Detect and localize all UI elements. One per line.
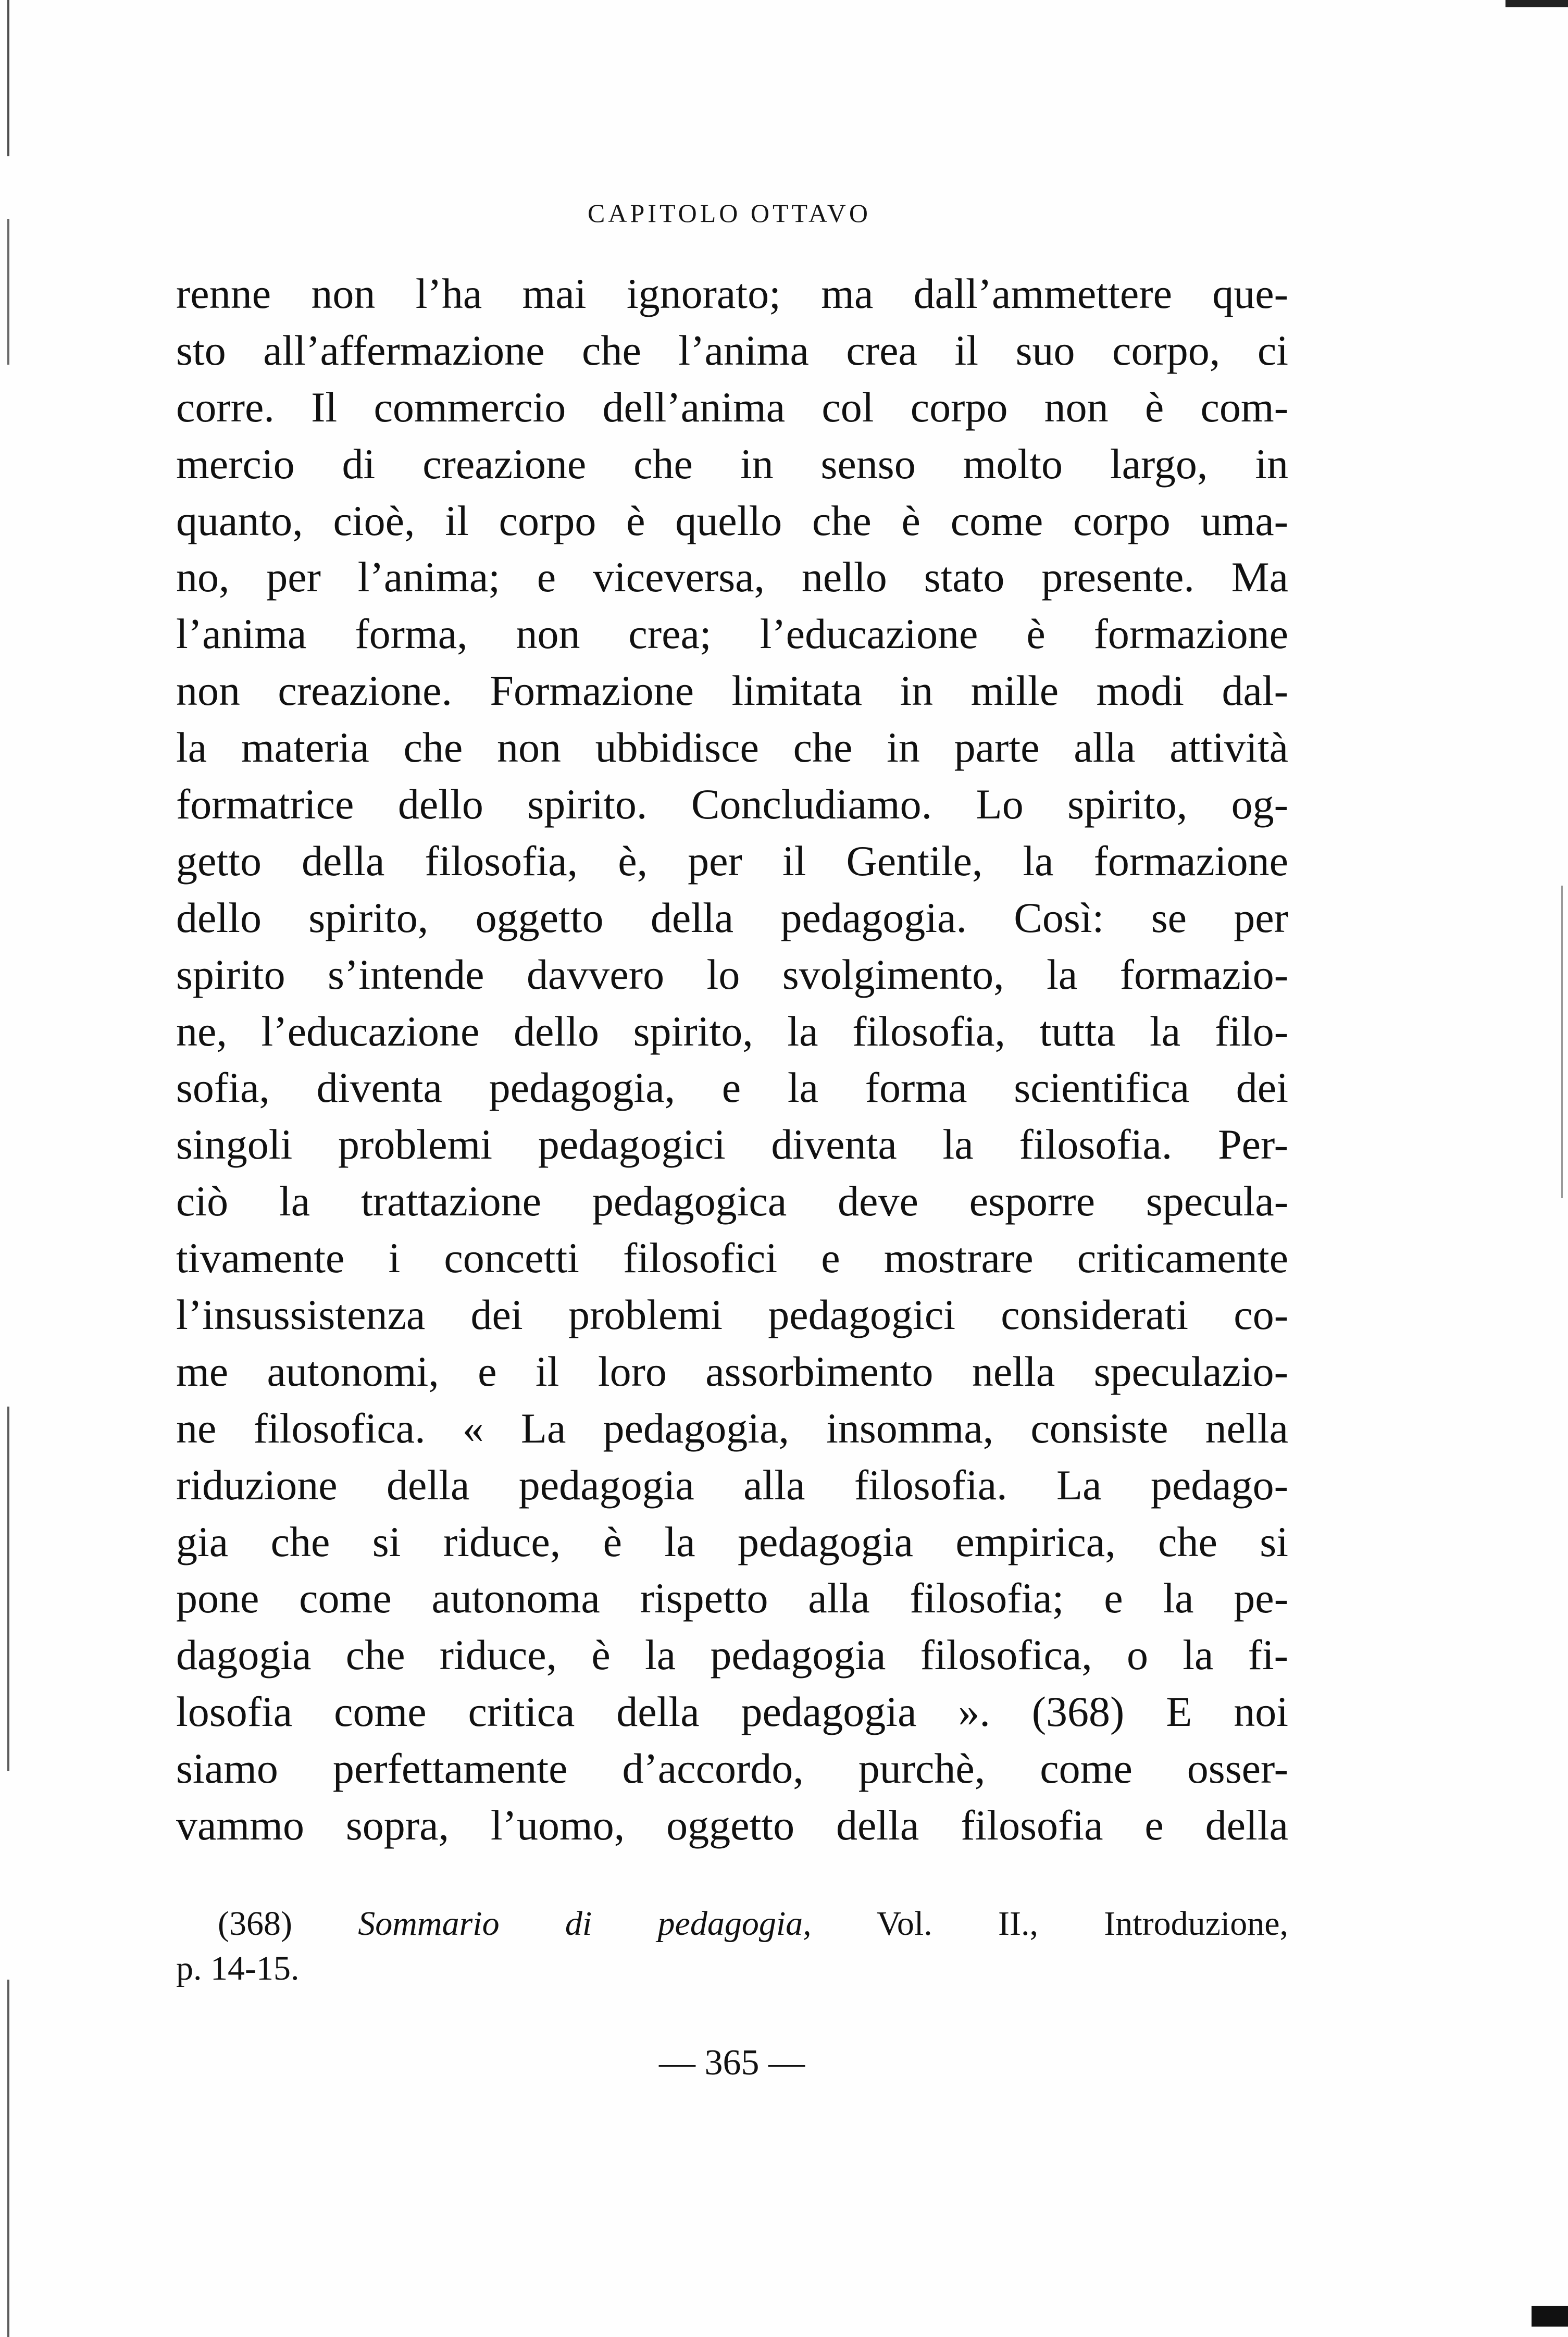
text-line: non creazione. Formazione limitata in mille modi dal- [176,667,1288,715]
text-line: ne, l’educazione dello spirito, la filosofia, tutta la filo- [176,1007,1288,1055]
text-line: l’insussistenza dei problemi pedagogici considerati co- [176,1291,1288,1339]
text-line: gia che si riduce, è la pedagogia empirica, che si [176,1518,1288,1565]
text-line: tivamente i concetti filosofici e mostrare criticamente [176,1234,1288,1282]
text-line: siamo perfettamente d’accordo, purchè, come osser- [176,1745,1288,1793]
text-line: sto all’affermazione che l’anima crea il suo corpo, ci [176,326,1288,374]
scan-corner-mark [1532,2306,1568,2327]
text-line: formatrice dello spirito. Concludiamo. Lo spirito, og- [176,780,1288,828]
text-line: mercio di creazione che in senso molto largo, in [176,440,1288,488]
text-line: sofia, diventa pedagogia, e la forma scientifica dei [176,1064,1288,1112]
footnote-line [176,1901,1288,1946]
footnote-title: Sommario di pedagogia, [358,1905,812,1943]
text-line: l’anima forma, non crea; l’educazione è formazione [176,610,1288,658]
running-head: CAPITOLO OTTAVO [588,198,871,228]
text-line: pone come autonoma rispetto alla filosofia; e la pe- [176,1574,1288,1622]
text-line: singoli problemi pedagogici diventa la filosofia. Per- [176,1121,1288,1168]
footnote-pages: p. 14-15. [176,1949,300,1987]
text-line: dello spirito, oggetto della pedagogia. Così: se per [176,893,1288,941]
text-line: dagogia che riduce, è la pedagogia filosofica, o la fi- [176,1631,1288,1679]
page-number: — 365 — [659,2043,805,2083]
text-line: riduzione della pedagogia alla filosofia. La pedago- [176,1461,1288,1509]
footnote-marker: (368) [218,1905,292,1943]
text-line: quanto, cioè, il corpo è quello che è come corpo uma- [176,496,1288,544]
scan-margin-left [7,0,9,2337]
text-line: la materia che non ubbidisce che in parte alla attività [176,724,1288,772]
text-line: vammo sopra, l’uomo, oggetto della filosofia e della [176,1801,1288,1849]
text-line: ciò la trattazione pedagogica deve esporre specula- [176,1177,1288,1225]
text-line: no, per l’anima; e viceversa, nello stato presente. Ma [176,553,1288,601]
footnote-details: Vol. II., Introduzione, [876,1905,1289,1943]
text-line: corre. Il commercio dell’anima col corpo non è com- [176,383,1288,431]
scan-margin-right [1561,886,1563,1198]
text-line: getto della filosofia, è, per il Gentile, la formazione [176,837,1288,885]
footnote [176,1901,1288,1991]
text-line: losofia come critica della pedagogia ». (368) E noi [176,1688,1288,1736]
text-line: spirito s’intende davvero lo svolgimento, la formazio- [176,950,1288,998]
text-line: renne non l’ha mai ignorato; ma dall’ammettere que- [176,270,1288,317]
text-line: me autonomi, e il loro assorbimento nella speculazio- [176,1347,1288,1395]
text-line: ne filosofica. « La pedagogia, insomma, consiste nella [176,1404,1288,1452]
scan-top-mark [1505,0,1568,7]
main-text [176,266,1288,1854]
